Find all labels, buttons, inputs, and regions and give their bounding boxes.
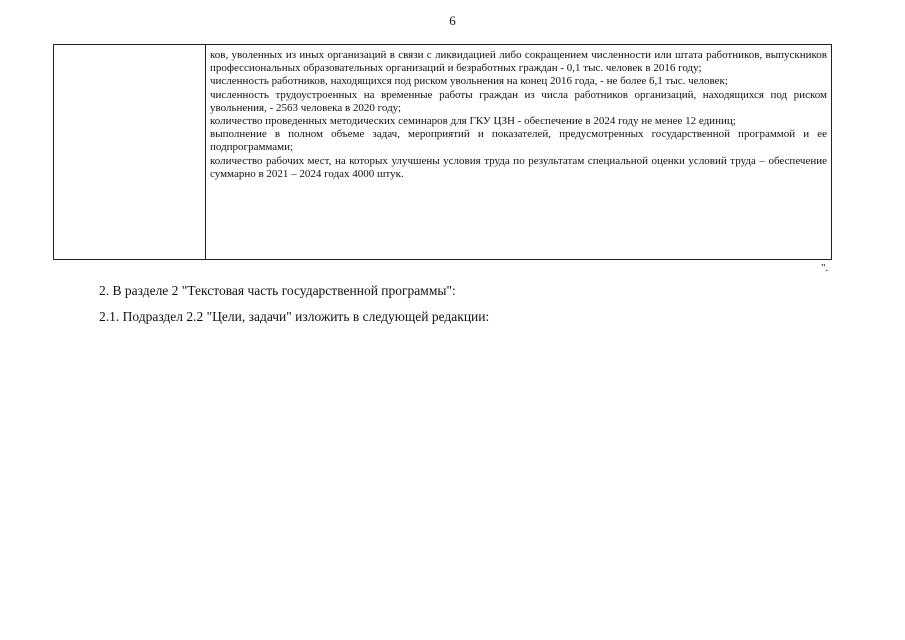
table-text-line: выполнение в полном объеме задач, мероприятий и показателей, предусмотренных государственной программой и ее подпрограммами; (210, 128, 827, 154)
table-text-line: количество рабочих мест, на которых улучшены условия труда по результатам специальной оценки условий труда – обеспечение суммарно в 2021 – 2024 годах 4000 штук. (210, 154, 827, 180)
table-left-cell (54, 45, 206, 259)
page-number: 6 (449, 13, 456, 28)
closing-quote: ". (821, 262, 829, 274)
paragraph-subsection-2-1: 2.1. Подраздел 2.2 "Цели, задачи" изложить в следующей редакции: (99, 309, 490, 324)
table-text-line: численность трудоустроенных на временные работы граждан из числа работников организаций, находящихся под риском увольнения, - 2563 человека в 2020 году; (210, 88, 827, 114)
table-text-line: количество проведенных методических семинаров для ГКУ ЦЗН - обеспечение в 2024 году не менее 12 единиц; (210, 115, 736, 128)
indicators-table (53, 44, 832, 260)
paragraph-section-2: 2. В разделе 2 "Текстовая часть государственной программы": (99, 283, 456, 298)
table-text-line: ков, уволенных из иных организаций в связи с ликвидацией либо сокращением численности или штата работников, выпускников профессиональных образовательных организаций и безработных граждан - 0,1 тыс. человек в 2016 году; (210, 49, 827, 75)
table-text-line: численность работников, находящихся под риском увольнения на конец 2016 года, - не более 6,1 тыс. человек; (210, 75, 728, 88)
table-right-cell (206, 45, 831, 259)
